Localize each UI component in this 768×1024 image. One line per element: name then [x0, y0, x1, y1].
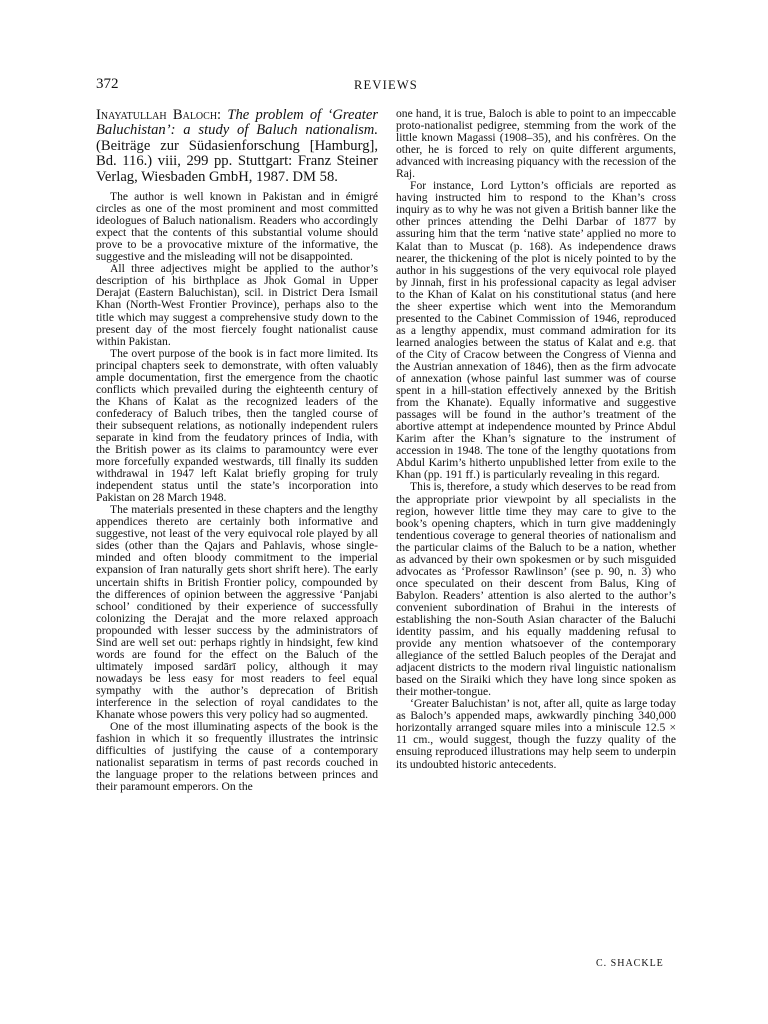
right-paragraph: For instance, Lord Lytton’s officials are reported as having instructed him to respond to the Khan’s cross inquiry as to why he was not given a British banner like the other princes attending the Delhi Darbar of 1877 by assuring him that the term ‘native state’ applied no more to Kalat than to Muscat (p. 168). As independence draws nearer, the thickening of the plot is nicely pointed to by the author in his suggestions of the very equivocal role played by Jinnah, first in his professional capacity as legal adviser to the Khan of Kalat on his constitutional status (and here the sheer expertise which went into the Memorandum presented to the Cabinet Commission of 1946, reproduced as a lengthy appendix, must command admiration for its learned analogies between the status of Kalat and e.g. that of the City of Cracow between the Congress of Vienna and the Austrian annexation of 1846), then as the firm advocate of annexation (whose painful last summer was of course spent in a hill-station effectively annexed by the British from the Khanate). Equally informative and suggestive passages will be found in the author’s treatment of the abortive attempt at independence mounted by Prince Abdul Karim after the Khan’s signature to the instrument of accession in 1948. The tone of the lengthy quotations from Abdul Karim’s hitherto unpublished letter from exile to the Khan (pp. 191 ff.) is particularly revealing in this regard.	[396, 179, 676, 482]
page-header	[96, 76, 676, 98]
reviewer-signature: C. SHACKLE	[596, 958, 664, 969]
left-paragraph: The author is well known in Pakistan and in émigré circles as one of the most prominent and most committed ideologues of Baluch nationalism. Readers who accordingly expect that the contents of this substantial volume should prove to be a provocative mixture of the informative, the suggestive and the misleading will not be disappointed.	[96, 190, 378, 264]
left-paragraph: The overt purpose of the book is in fact more limited. Its principal chapters seek to demonstrate, with often valuably ample documentation, first the emergence from the chaotic conflicts which prevailed during the eighteenth century of the Khans of Kalat as the recognized leaders of the confederacy of Baluch tribes, then the tangled course of their subsequent relations, as notionally independent rulers separate in kind from the feudatory princes of India, with the British power as its claims to paramountcy were ever more forcefully expanded westwards, till finally its sudden withdrawal in 1947 left Kalat briefly groping for truly independent status until the state’s incorporation into Pakistan on 28 March 1948.	[96, 346, 378, 505]
right-paragraph: one hand, it is true, Baloch is able to point to an impeccable proto-nationalist pedigree, stemming from the work of the little known Magassi (1908–35), and his confrères. On the other, he is forced to rely on quite different arguments, advanced with increasing piquancy with the recession of the Raj.	[396, 107, 676, 181]
right-paragraph: This is, therefore, a study which deserves to be read from the appropriate prior viewpoint by all specialists in the region, however little time they may care to give to the book’s opening chapters, which in turn give maddeningly tendentious coverage to general theories of nationalism and the particular claims of the Baluch to be a nation, whether as advanced by their own spokesmen or by such misguided advocates as ‘Professor Rawlinson’ (see p. 90, n. 3) who once speculated on their descent from Balus, King of Babylon. Readers’ attention is also alerted to the author’s convenient subordination of Brahui in the interests of establishing the non-South Asian character of the Baluchi identity passim, and his equally maddening refusal to provide any mention whatsoever of the contemporary allegiance of the settled Baluch peoples of the Derajat and adjacent districts to the modern rival linguistic nationalism based on the Siraiki which they have long since spoken as their mother-tongue.	[396, 480, 676, 699]
running-head: REVIEWS	[354, 78, 418, 92]
book-author: Inayatullah Baloch	[96, 107, 218, 123]
left-column	[96, 108, 378, 793]
book-publication: (Beiträge zur Südasienforschung [Hamburg], Bd. 116.) viii, 299 pp. Stuttgart: Franz Steiner Verlag, Wiesbaden GmbH, 1987. DM 58.	[96, 137, 378, 185]
book-citation: Inayatullah Baloch: The problem of ‘Greater Baluchistan’: a study of Baluch nationalism. (Beiträge zur Südasienforschung [Hamburg], Bd. 116.) viii, 299 pp. Stuttgart: Franz Steiner Verlag, Wiesbaden GmbH, 1987. DM 58.	[96, 107, 378, 185]
page-number: 372	[96, 76, 119, 92]
book-title: The problem of ‘Greater Baluchistan’: a study of Baluch nationalism.	[96, 107, 378, 139]
left-paragraph: The materials presented in these chapters and the lengthy appendices thereto are certainly both informative and suggestive, not least of the very equivocal role played by all sides (other than the Qajars and Pahlavis, whose single-minded and often bloody commitment to the imperial expansion of Iran naturally gets short shrift here). The early uncertain shifts in British Frontier policy, compounded by the differences of opinion between the aggressive ‘Panjabi school’ conditioned by their experience of successfully colonizing the Derajat and the more relaxed approach propounded with lesser success by the administrators of Sind are well set out: perhaps rightly in hindsight, few kind words are found for the effect on the Baluch of the ultimately imposed sardārī policy, although it may nowadays be less easy for most readers to feel equal sympathy with the author’s deprecation of British interference in the selection of royal candidates to the Khanate whose powers this very policy had so augmented.	[96, 503, 378, 722]
left-paragraph: One of the most illuminating aspects of the book is the fashion in which it so frequently illustrates the intrinsic difficulties of justifying the cause of a contemporary nationalist separatism in terms of past records couched in the language proper to the relations between princes and their paramount emperors. On the	[96, 720, 378, 794]
right-column	[396, 108, 676, 771]
left-paragraph: All three adjectives might be applied to the author’s description of his birthplace as Jhok Gomal in Upper Derajat (Eastern Baluchistan), scil. in District Dera Ismail Khan (North-West Frontier Province), perhaps also to the title which may suggest a comprehensive study down to the present day of the most fiercely fought nationalist cause within Pakistan.	[96, 262, 378, 348]
right-paragraph: ‘Greater Baluchistan’ is not, after all, quite as large today as Baloch’s appended maps, awkwardly pinching 340,000 horizontally arranged square miles into a miniscule 12.5 × 11 cm., would suggest, though the fuzzy quality of the ensuing reproduced illustrations may help seem to underpin its undoubted historic antecedents.	[396, 697, 676, 771]
